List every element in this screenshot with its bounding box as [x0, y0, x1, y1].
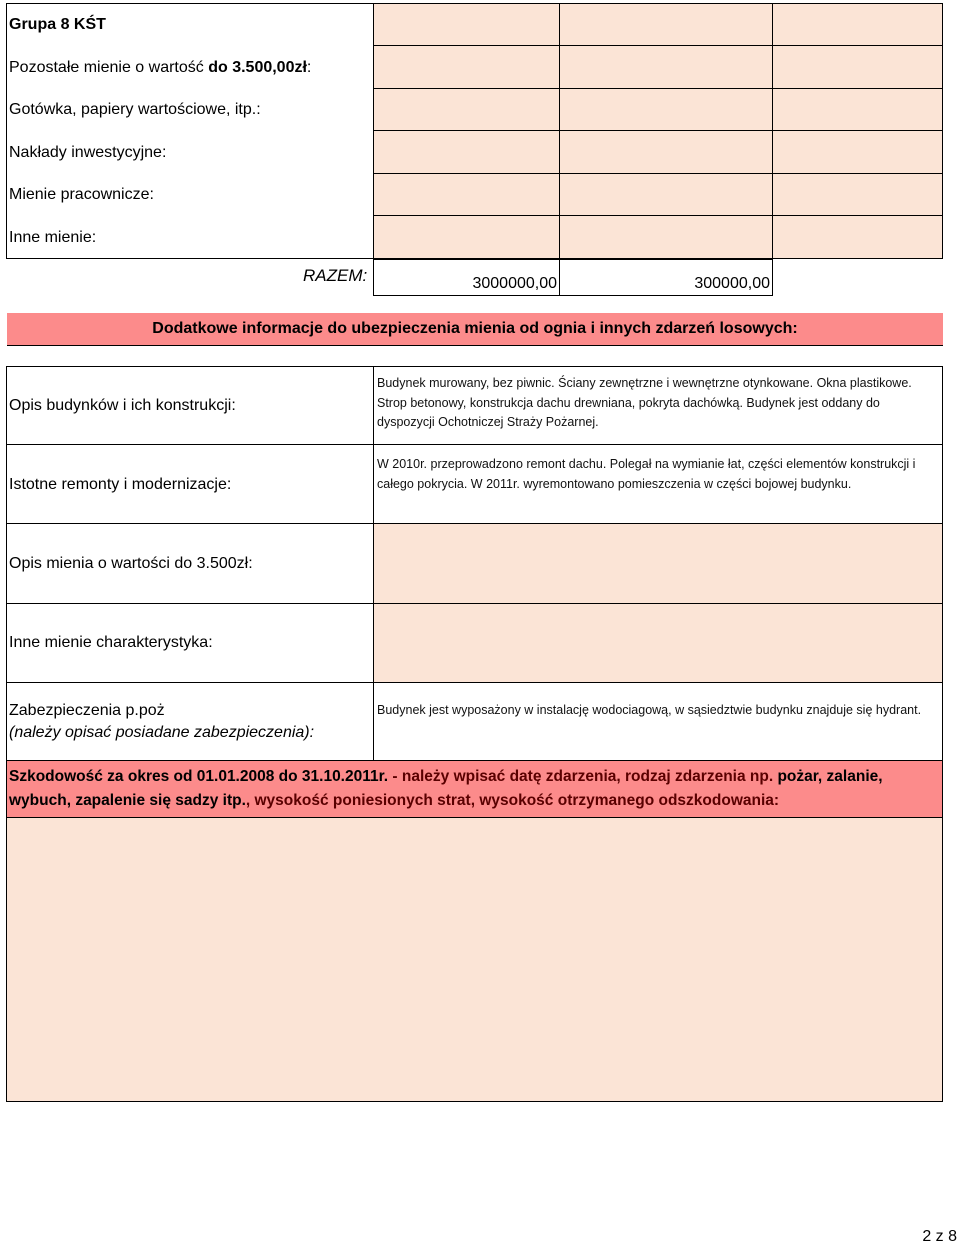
- group-title: Grupa 8 KŚT: [9, 16, 106, 33]
- other-property-input[interactable]: [373, 603, 943, 683]
- loss-history-title: Szkodowość za okres od 01.01.2008 do 31.10.2011r. - należy wpisać datę zdarzenia, rodzaj zdarzenia np. pożar, zalanie, wybuch, zapalenie się sadzy itp., wysokość poniesionych strat, wysokość otrzymanego odszkodowania:: [9, 768, 883, 809]
- investment-label: Nakłady inwestycyjne:: [9, 144, 167, 161]
- totals-value-1-text: 3000000,00: [472, 275, 557, 292]
- property-input-col3[interactable]: [772, 3, 943, 259]
- additional-info-title: Dodatkowe informacje do ubezpieczenia mienia od ognia i innych zdarzeń losowych:: [152, 320, 798, 337]
- property-input-col1[interactable]: [373, 3, 560, 259]
- renovations-label: Istotne remonty i modernizacje:: [9, 476, 232, 493]
- low-value-property-label: Opis mienia o wartości do 3.500zł:: [9, 555, 253, 572]
- other-low-value-label: Pozostałe mienie o wartość do 3.500,00zł:: [9, 59, 312, 76]
- loss-history-input[interactable]: [6, 817, 943, 1102]
- other-property-label: Inne mienie:: [9, 229, 97, 246]
- employee-property-label: Mienie pracownicze:: [9, 186, 154, 203]
- fire-protection-label: Zabezpieczenia p.poż: [9, 702, 165, 719]
- renovations-text[interactable]: W 2010r. przeprowadzono remont dachu. Polegał na wymianie łat, części elementów konstrukcji i całego pokrycia. W 2011r. wyremontowano pomieszczenia w części bojowej budynku.: [377, 457, 916, 491]
- fire-protection-table: [6, 682, 943, 761]
- fire-protection-text[interactable]: Budynek jest wyposażony w instalację wodociagową, w sąsiedztwie budynku znajduje się hydrant.: [377, 703, 922, 717]
- property-input-col2[interactable]: [559, 3, 773, 259]
- buildings-text[interactable]: Budynek murowany, bez piwnic. Ściany zewnętrzne i wewnętrzne otynkowane. Okna plastikowe. Strop betonowy, konstrukcja dachu drewniana, pokryta dachówką. Budynek jest oddany do dyspozycji Ochotniczej Straży Pożarnej.: [377, 376, 912, 429]
- page-number: 2 z 8: [922, 1228, 957, 1245]
- totals-value-2-text: 300000,00: [694, 275, 770, 292]
- low-value-property-input[interactable]: [373, 523, 943, 604]
- buildings-label: Opis budynków i ich konstrukcji:: [9, 397, 236, 414]
- totals-label: RAZEM:: [303, 266, 368, 285]
- cash-label: Gotówka, papiery wartościowe, itp.:: [9, 101, 261, 118]
- fire-protection-note: (należy opisać posiadane zabezpieczenia):: [9, 724, 315, 741]
- other-property-characteristics-label: Inne mienie charakterystyka:: [9, 634, 213, 651]
